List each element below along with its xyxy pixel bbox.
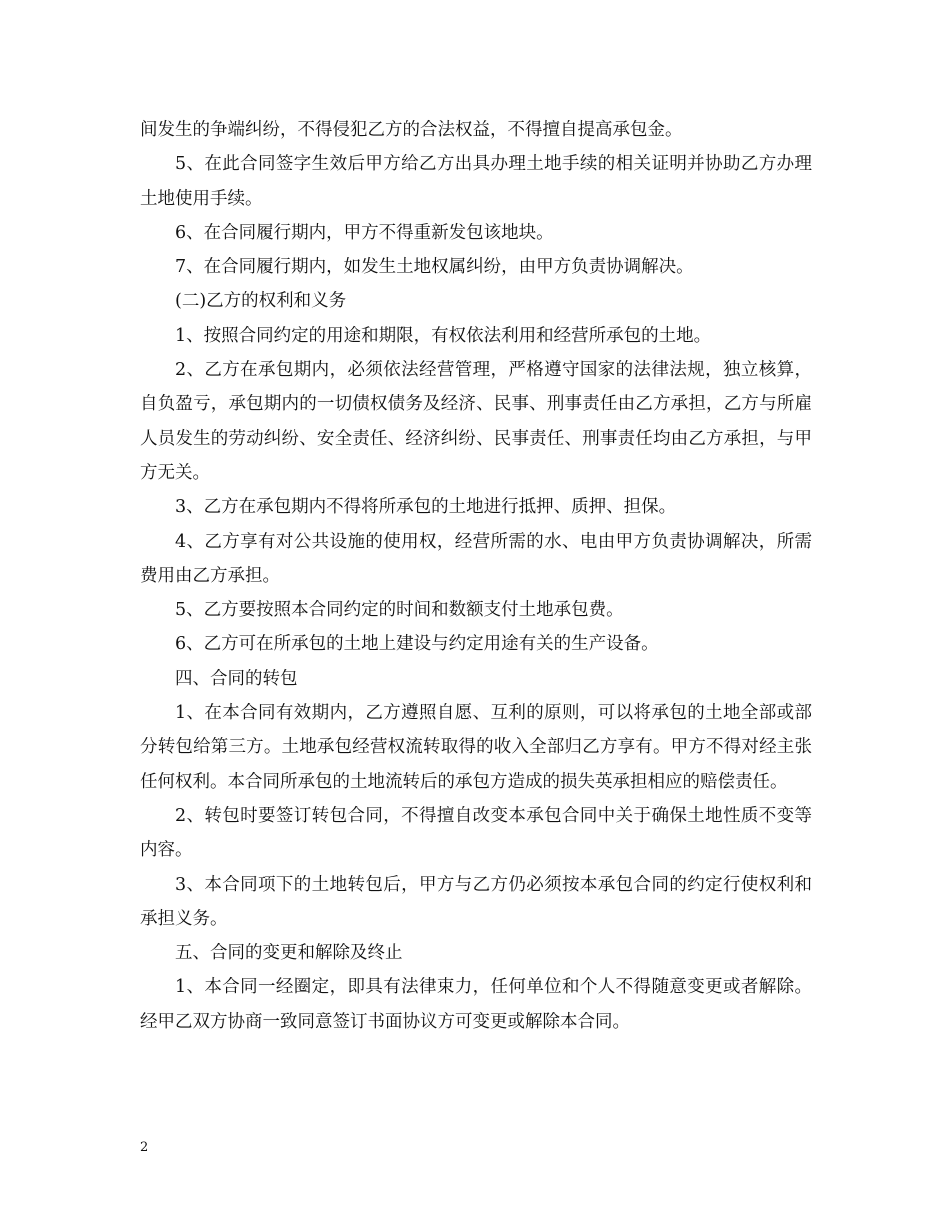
paragraph-clause-b3: 3、乙方在承包期内不得将所承包的土地进行抵押、质押、担保。 bbox=[175, 497, 677, 518]
paragraph-clause-a6: 6、在合同履行期内，甲方不得重新发包该地块。 bbox=[175, 222, 554, 243]
paragraph-clause-c1: 1、在本合同有效期内，乙方遵照自愿、互利的原则，可以将承包的土地全部或部分转包给第三方。土地承包经营权流转取得的收入全部归乙方享有。甲方不得对经主张任何权利。本合同所承包的土地流转后的承包方造成的损失英承担相应的赔偿责任。 bbox=[140, 703, 812, 792]
paragraph-clause-b5: 5、乙方要按照本合同约定的时间和数额支付土地承包费。 bbox=[175, 600, 624, 621]
paragraph-continuation: 间发生的争端纠纷，不得侵犯乙方的合法权益，不得擅自提高承包金。 bbox=[140, 120, 683, 140]
section-heading-termination: 五、合同的变更和解除及终止 bbox=[175, 943, 403, 964]
paragraph-clause-a7: 7、在合同履行期内，如发生土地权属纠纷，由甲方负责协调解决。 bbox=[175, 257, 694, 278]
paragraph-clause-b6: 6、乙方可在所承包的土地上建设与约定用途有关的生产设备。 bbox=[175, 634, 659, 655]
paragraph-clause-b4: 4、乙方享有对公共设施的使用权，经营所需的水、电由甲方负责协调解决，所需费用由乙方承担。 bbox=[140, 531, 812, 586]
paragraph-clause-b1: 1、按照合同约定的用途和期限，有权依法利用和经营所承包的土地。 bbox=[175, 325, 712, 346]
paragraph-clause-b2: 2、乙方在承包期内，必须依法经营管理，严格遵守国家的法律法规，独立核算，自负盈亏，承包期内的一切债权债务及经济、民事、刑事责任由乙方承担，乙方与所雇人员发生的劳动纠纷、安全责任、经济纠纷、民事责任、刑事责任均由乙方承担，与甲方无关。 bbox=[140, 360, 812, 483]
page-number: 2 bbox=[140, 1140, 149, 1155]
section-heading-party-b: (二)乙方的权利和义务 bbox=[175, 291, 347, 312]
paragraph-clause-c2: 2、转包时要签订转包合同，不得擅自改变本承包合同中关于确保土地性质不变等内容。 bbox=[140, 805, 812, 861]
paragraph-clause-a5: 5、在此合同签字生效后甲方给乙方出具办理土地手续的相关证明并协助乙方办理土地使用手续。 bbox=[140, 154, 812, 209]
document-body bbox=[140, 113, 812, 1039]
section-heading-subcontract: 四、合同的转包 bbox=[175, 668, 298, 689]
paragraph-clause-d1: 1、本合同一经圈定，即具有法律束力，任何单位和个人不得随意变更或者解除。经甲乙双方协商一致同意签订书面协议方可变更或解除本合同。 bbox=[140, 977, 812, 1032]
paragraph-clause-c3: 3、本合同项下的土地转包后，甲方与乙方仍必须按本承包合同的约定行使权利和承担义务。 bbox=[140, 874, 812, 929]
